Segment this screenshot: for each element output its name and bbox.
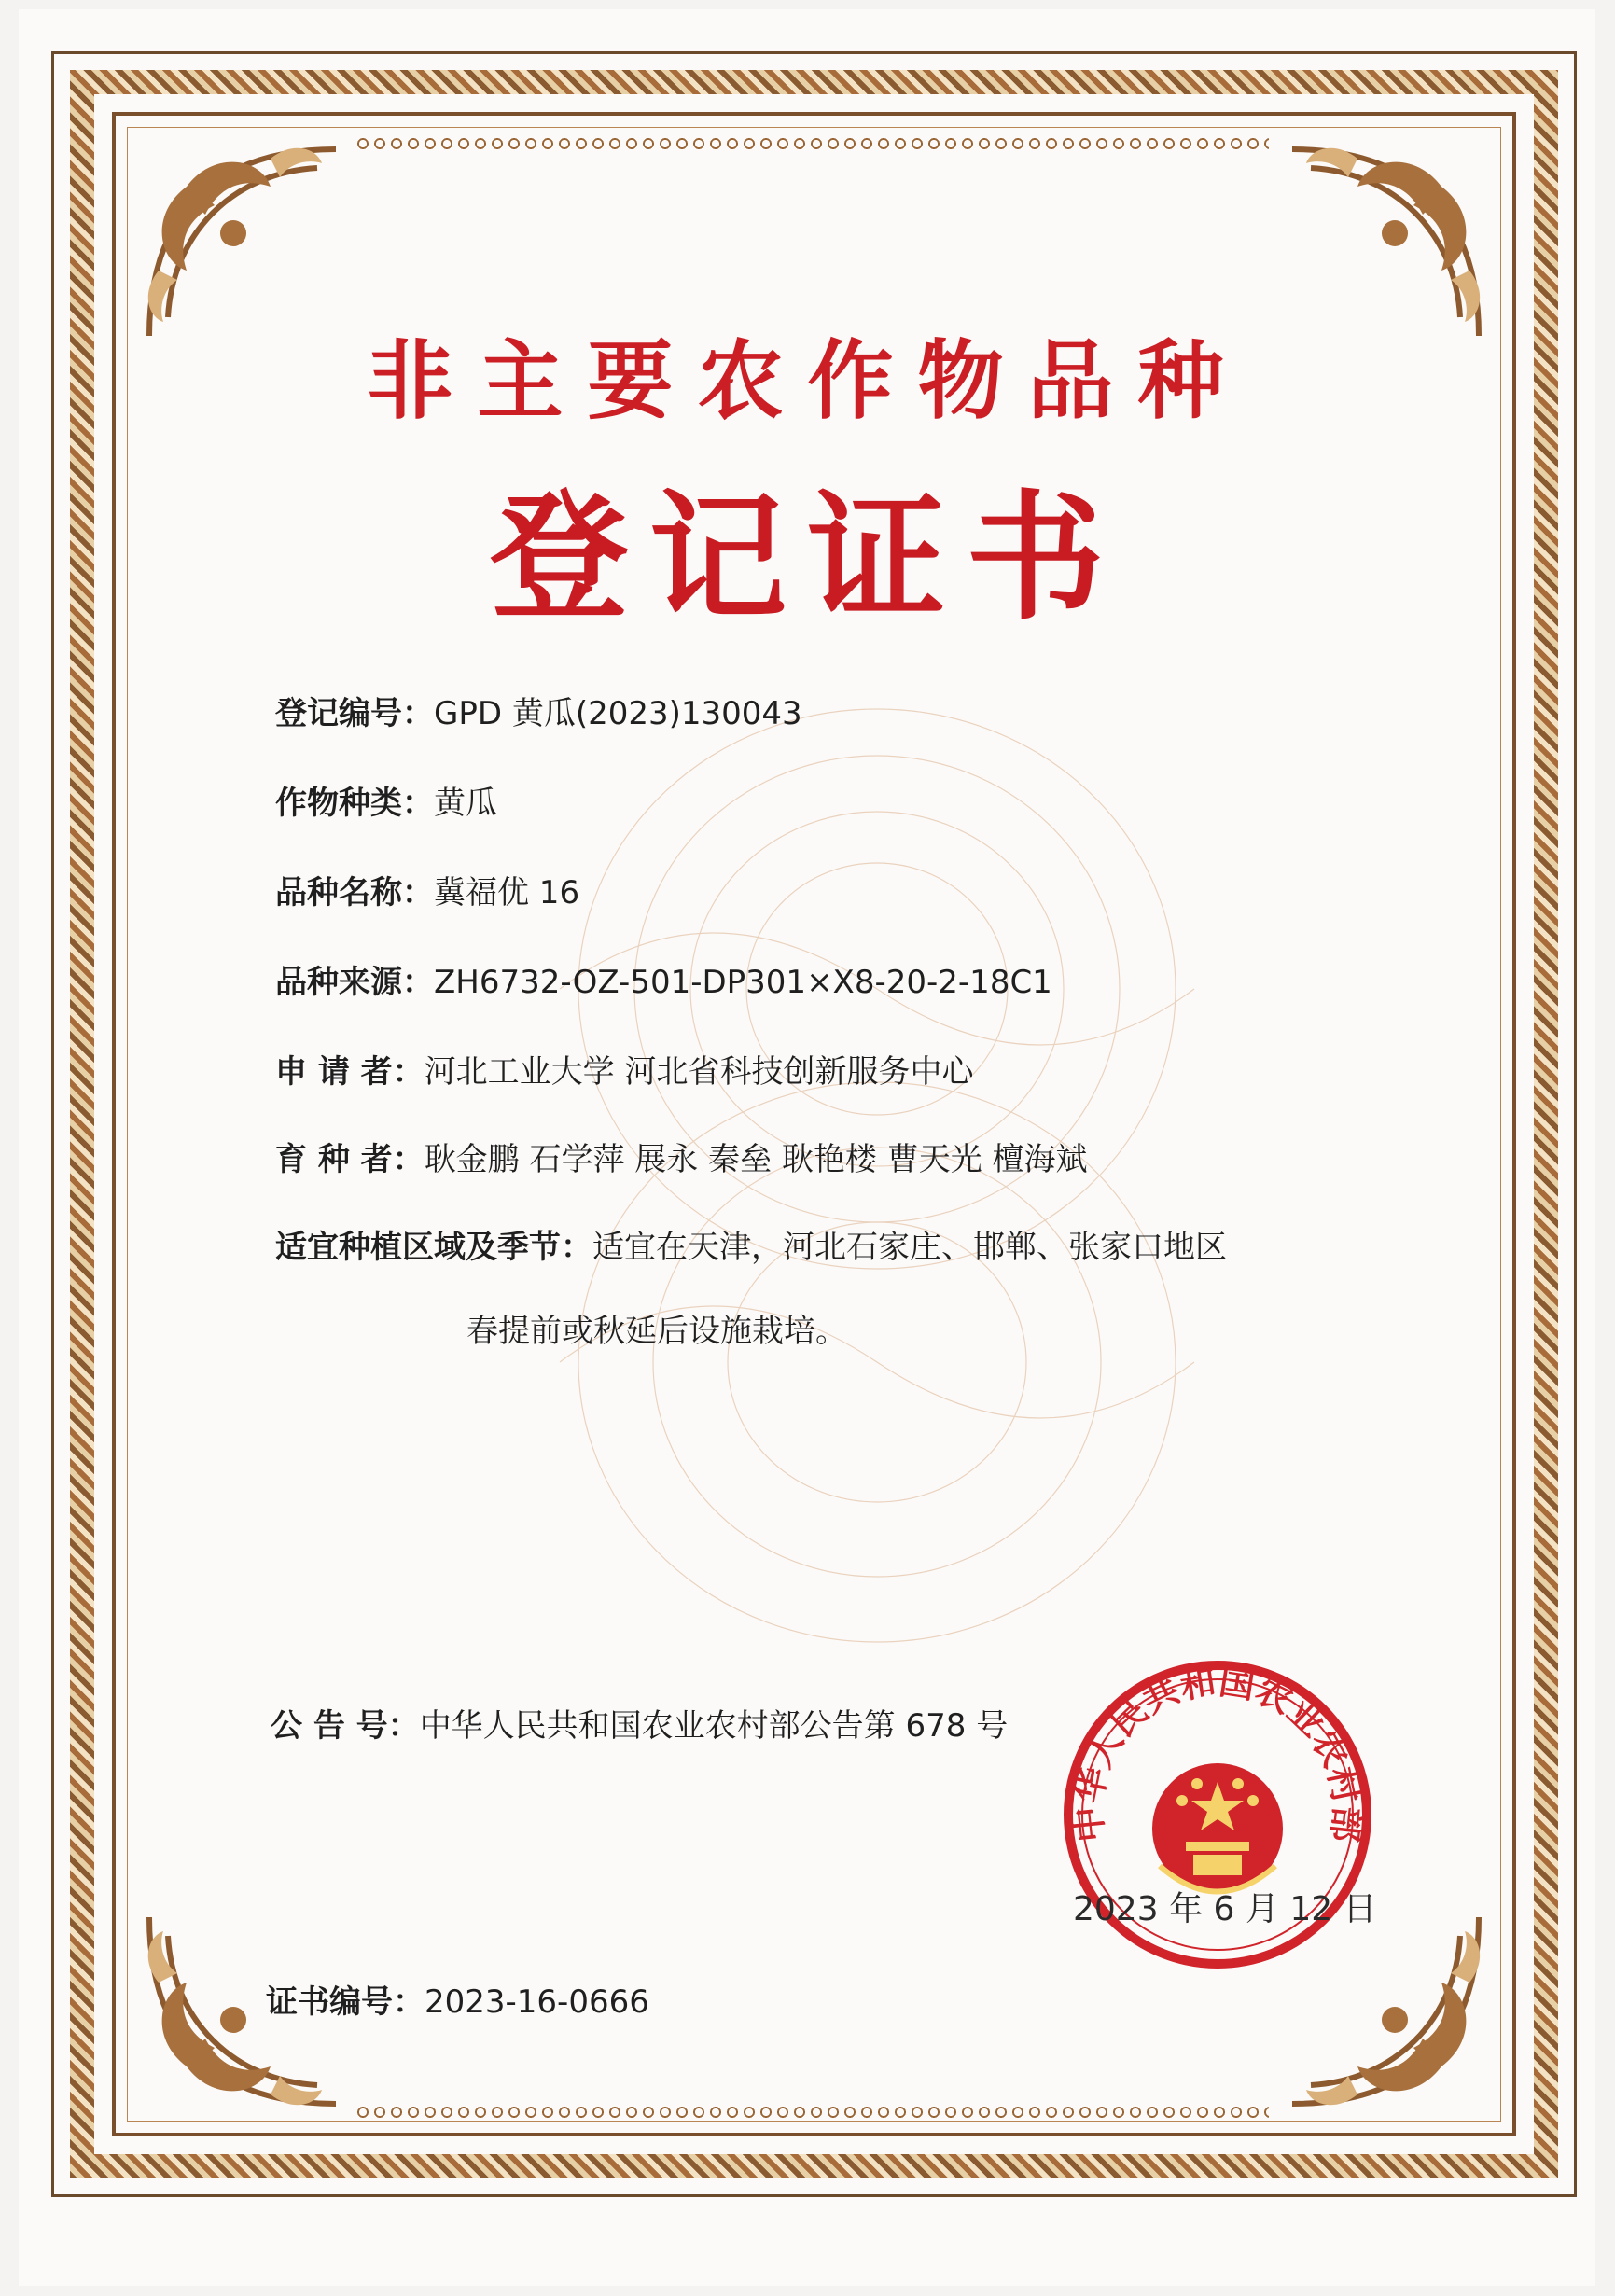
certificate-title-line2: 登记证书 xyxy=(490,476,1125,638)
applicant-row xyxy=(275,1046,974,1092)
border-chain-bottom xyxy=(355,2104,1269,2121)
planting-region-value-line2: 春提前或秋延后设施栽培。 xyxy=(466,1313,847,1350)
breeder-label: 育 种 者： xyxy=(275,1141,425,1178)
planting-region-row xyxy=(275,1221,1227,1267)
issue-date-day: 12 xyxy=(1289,1890,1333,1928)
notice-number-label: 公 告 号： xyxy=(271,1707,420,1745)
applicant-label: 申 请 者： xyxy=(275,1053,425,1091)
issue-date-year-unit: 年 xyxy=(1169,1890,1204,1928)
applicant-value: 河北工业大学 河北省科技创新服务中心 xyxy=(424,1053,974,1091)
breeder-row xyxy=(275,1134,1088,1179)
certificate-number-row xyxy=(266,1976,649,2022)
certificate-number-value: 2023-16-0666 xyxy=(425,1983,649,2021)
notice-number-row xyxy=(271,1700,1008,1746)
issue-date-month-unit: 月 xyxy=(1245,1890,1279,1928)
seal-text: 中华人民共和国农业农村部 xyxy=(1066,1660,1369,1844)
variety-source-label: 品种来源： xyxy=(275,964,434,1001)
breeder-value: 耿金鹏 石学萍 展永 秦垒 耿艳楼 曹天光 檀海斌 xyxy=(424,1141,1088,1178)
planting-region-label: 适宜种植区域及季节： xyxy=(275,1229,592,1266)
border-chain-top xyxy=(355,135,1269,152)
notice-number-value: 中华人民共和国农业农村部公告第 678 号 xyxy=(419,1707,1009,1745)
registration-number-row xyxy=(275,688,802,733)
crop-type-value: 黄瓜 xyxy=(434,785,497,822)
registration-number-value: GPD 黄瓜(2023)130043 xyxy=(434,695,802,732)
issue-date-year: 2023 xyxy=(1073,1890,1159,1928)
issue-date-day-unit: 日 xyxy=(1343,1890,1377,1928)
certificate-title-line1: 非主要农作物品种 xyxy=(367,331,1248,431)
certificate-number-label: 证书编号： xyxy=(266,1983,425,2021)
variety-name-row xyxy=(275,867,579,912)
issue-date xyxy=(1073,1883,1377,1930)
crop-type-label: 作物种类： xyxy=(275,785,434,822)
planting-region-value: 适宜在天津，河北石家庄、邯郸、张家口地区 xyxy=(592,1229,1227,1266)
crop-type-row xyxy=(275,777,497,823)
variety-source-value: ZH6732-OZ-501-DP301×X8-20-2-18C1 xyxy=(434,964,1052,1001)
variety-name-label: 品种名称： xyxy=(275,874,434,911)
issue-date-month: 6 xyxy=(1213,1890,1235,1928)
variety-source-row xyxy=(275,956,1052,1002)
planting-region-continuation xyxy=(466,1305,847,1351)
registration-number-label: 登记编号： xyxy=(275,695,434,732)
variety-name-value: 冀福优 16 xyxy=(434,874,580,911)
